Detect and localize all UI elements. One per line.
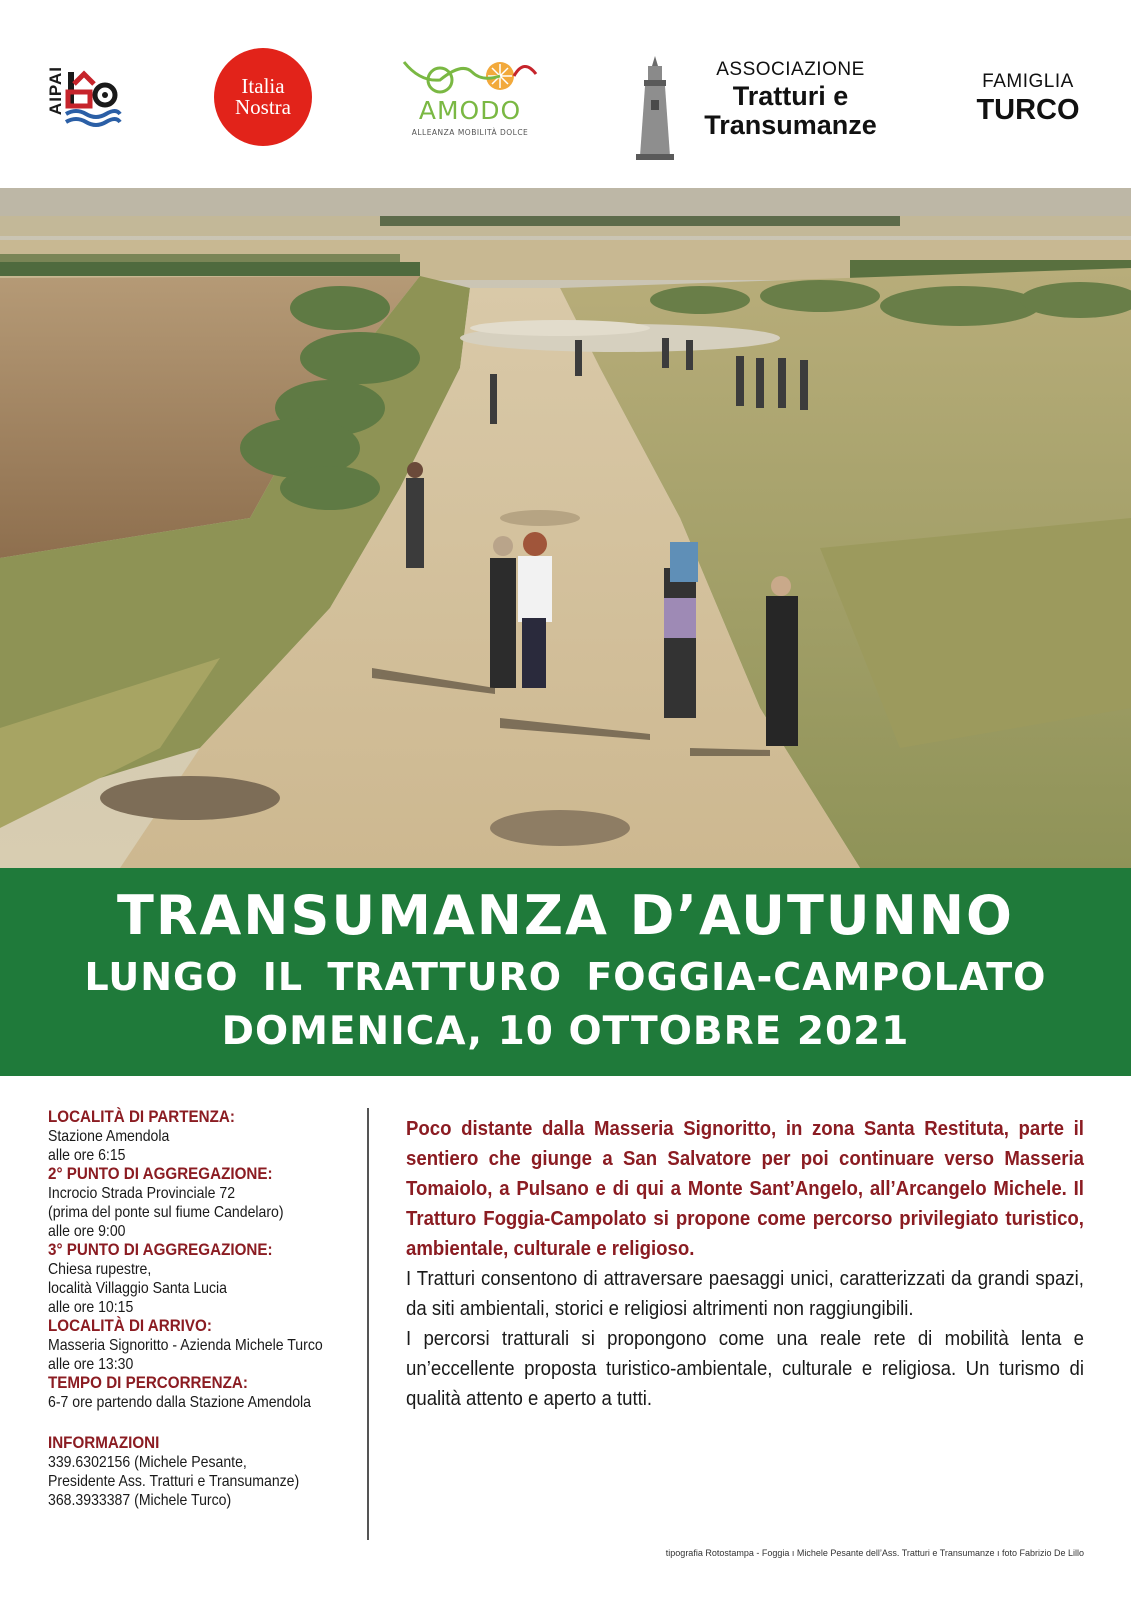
event-subtitle: LUNGO IL TRATTURO FOGGIA-CAMPOLATO — [84, 955, 1047, 999]
description-paragraph: I Tratturi consentono di attraversare paesaggi unici, caratterizzati da grandi spazi, da siti ambientali, storici e religiosi altrimenti non raggiungibili. — [406, 1268, 1084, 1320]
punto2-heading: 2° PUNTO DI AGGREGAZIONE: — [48, 1165, 273, 1183]
amodo-bicycle-icon — [400, 52, 540, 96]
punto3-line: alle ore 10:15 — [48, 1299, 134, 1316]
associazione-name-line1: Tratturi e — [732, 81, 849, 111]
punto2-line: Incrocio Strada Provinciale 72 — [48, 1185, 236, 1202]
punto2-line: (prima del ponte sul fiume Candelaro) — [48, 1204, 284, 1221]
italia-nostra-line2: Nostra — [235, 95, 291, 119]
associazione-logo-text — [688, 58, 893, 140]
title-banner — [0, 868, 1131, 1076]
hero-photo — [0, 188, 1131, 868]
column-divider — [367, 1108, 369, 1540]
aipai-text: AIPAI — [46, 66, 65, 116]
punto2-line: alle ore 9:00 — [48, 1223, 126, 1240]
famiglia-name: TURCO — [976, 94, 1080, 126]
amodo-logo — [400, 52, 540, 142]
event-title: TRANSUMANZA D’AUTUNNO — [117, 884, 1014, 947]
tempo-heading: TEMPO DI PERCORRENZA: — [48, 1374, 248, 1392]
partenza-line: Stazione Amendola — [48, 1128, 170, 1145]
arrivo-heading: LOCALITÀ DI ARRIVO: — [48, 1317, 212, 1335]
associazione-name-line2: Transumanze — [704, 110, 877, 140]
amodo-name: AMODO — [418, 96, 522, 125]
description-text — [406, 1114, 1084, 1414]
aipai-logo — [44, 62, 124, 134]
punto3-heading: 3° PUNTO DI AGGREGAZIONE: — [48, 1241, 273, 1259]
italia-nostra-logo — [214, 48, 312, 146]
informazioni-line: Presidente Ass. Tratturi e Transumanze) — [48, 1473, 300, 1490]
description-paragraph: I percorsi tratturali si propongono come una reale rete di mobilità lenta e un’eccellente proposta turistico-ambientale, culturale e religiosa. Un turismo di qualità attento e aperto a tutti. — [406, 1328, 1084, 1410]
tempo-line: 6-7 ore partendo dalla Stazione Amendola — [48, 1394, 312, 1411]
partenza-line: alle ore 6:15 — [48, 1147, 126, 1164]
amodo-subtitle: ALLEANZA MOBILITÀ DOLCE — [411, 128, 529, 137]
credits-footer: tipografia Rotostampa - Foggia ı Michele Pesante dell’Ass. Tratturi e Transumanze ı foto Fabrizio De Lillo — [665, 1548, 1084, 1558]
spacer — [48, 1412, 358, 1434]
famiglia-label: FAMIGLIA — [982, 71, 1074, 92]
informazioni-line: 339.6302156 (Michele Pesante, — [48, 1454, 247, 1471]
punto3-line: località Villaggio Santa Lucia — [48, 1280, 227, 1297]
logo-strip — [0, 0, 1131, 188]
arrivo-line: Masseria Signoritto - Azienda Michele Turco — [48, 1337, 323, 1354]
arrivo-line: alle ore 13:30 — [48, 1356, 134, 1373]
partenza-heading: LOCALITÀ DI PARTENZA: — [48, 1108, 235, 1126]
informazioni-line: 368.3933387 (Michele Turco) — [48, 1492, 232, 1509]
info-column — [48, 1108, 358, 1510]
associazione-label: ASSOCIAZIONE — [716, 59, 865, 80]
italia-nostra-line1: Italia — [241, 74, 285, 98]
tower-icon — [634, 56, 676, 160]
punto3-line: Chiesa rupestre, — [48, 1261, 152, 1278]
informazioni-heading: INFORMAZIONI — [48, 1434, 160, 1452]
famiglia-turco-logo — [968, 70, 1088, 126]
description-highlight: Poco distante dalla Masseria Signoritto, in zona Santa Restituta, parte il sentiero che giunge a San Salvatore per poi continuare verso Masseria Tomaiolo, a Pulsano e di qui a Monte Sant’Angelo, all’Arcangelo Michele. Il Tratturo Foggia-Campolato si propone come percorso privilegiato turistico, ambientale, culturale e religioso. — [406, 1118, 1084, 1260]
event-date: DOMENICA, 10 OTTOBRE 2021 — [221, 1009, 910, 1054]
